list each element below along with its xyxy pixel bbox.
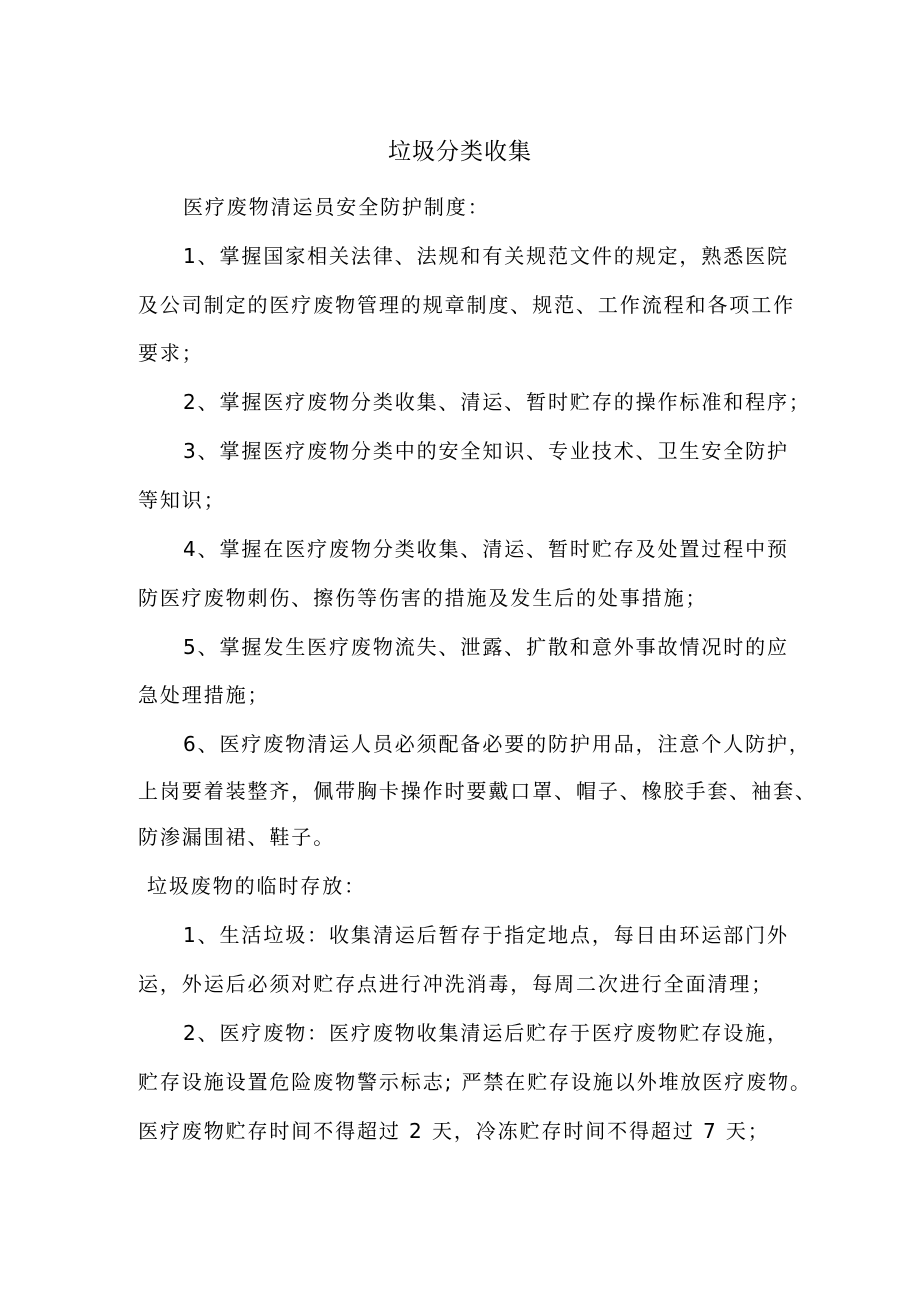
paragraph-line: 防渗漏围裙、鞋子。 xyxy=(138,825,336,849)
paragraph-line: 防医疗废物刺伤、擦伤等伤害的措施及发生后的处事措施； xyxy=(138,586,708,610)
paragraph-line: 运，外运后必须对贮存点进行冲洗消毒，每周二次进行全面清理； xyxy=(138,972,774,996)
paragraph-line: 贮存设施设置危险废物警示标志; 严禁在贮存设施以外堆放医疗废物。 xyxy=(138,1070,812,1094)
paragraph-line: 2、掌握医疗废物分类收集、清运、暂时贮存的操作标准和程序； xyxy=(183,390,811,414)
paragraph-line: 等知识； xyxy=(138,488,226,512)
paragraph-line: 3、掌握医疗废物分类中的安全知识、专业技术、卫生安全防护 xyxy=(183,439,789,463)
paragraph-line: 及公司制定的医疗废物管理的规章制度、规范、工作流程和各项工作 xyxy=(138,293,795,317)
page-title: 垃圾分类收集 xyxy=(388,139,532,165)
paragraph-line: 6、医疗废物清运人员必须配备必要的防护用品，注意个人防护， xyxy=(183,732,811,756)
paragraph-line: 5、掌握发生医疗废物流失、泄露、扩散和意外事故情况时的应 xyxy=(183,635,789,659)
paragraph-line: 医疗废物贮存时间不得超过 2 天，冷冻贮存时间不得超过 7 天； xyxy=(138,1119,770,1143)
paragraph-line: 急处理措施； xyxy=(138,683,270,707)
paragraph-line: 要求； xyxy=(138,341,204,365)
paragraph-line: 上岗要着装整齐，佩带胸卡操作时要戴口罩、帽子、橡胶手套、袖套、 xyxy=(138,779,817,803)
section-heading: 医疗废物清运员安全防护制度： xyxy=(183,195,490,219)
paragraph-line: 4、掌握在医疗废物分类收集、清运、暂时贮存及处置过程中预 xyxy=(183,537,789,561)
paragraph-line: 1、掌握国家相关法律、法规和有关规范文件的规定，熟悉医院 xyxy=(183,244,789,268)
section-heading: 垃圾废物的临时存放： xyxy=(147,874,366,898)
paragraph-line: 2、医疗废物：医疗废物收集清运后贮存于医疗废物贮存设施， xyxy=(183,1021,789,1045)
paragraph-line: 1、生活垃圾：收集清运后暂存于指定地点，每日由环运部门外 xyxy=(183,923,789,947)
